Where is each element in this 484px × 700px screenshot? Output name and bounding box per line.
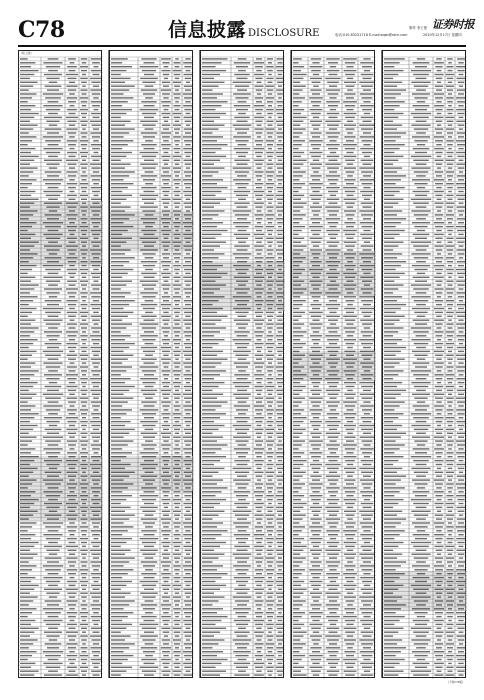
editor-credit: 制作 李王曼: [409, 26, 428, 30]
table-grid-3: [201, 51, 285, 679]
table-grid-1: [19, 51, 103, 679]
contact-info: 电话:010-83251716 E-mail:zqsb@stcn.com: [335, 33, 408, 37]
section-title-en: DISCLOSURE: [248, 28, 320, 39]
section-title: [168, 18, 319, 46]
column-intro-note: (续上版): [21, 51, 32, 55]
continued-note: (下转C79版): [448, 681, 463, 684]
section-title-cn: 信息披露: [168, 19, 247, 41]
table-grid-4: [292, 51, 376, 679]
table-grid-2: [110, 51, 194, 679]
page-number: C78: [18, 17, 65, 43]
disclosure-table-2: [109, 50, 193, 678]
masthead-rule: [18, 45, 466, 47]
column-1: [18, 50, 102, 678]
publication-date: 2020年12月17日 星期四: [423, 33, 462, 37]
table-grid-5: [383, 51, 467, 679]
newspaper-logo: 证券时报: [432, 18, 474, 31]
column-3: [200, 50, 284, 678]
disclosure-body: [18, 50, 466, 684]
column-5: [382, 50, 466, 684]
column-2: [109, 50, 193, 678]
disclosure-table-4: [291, 50, 375, 678]
disclosure-table-1: [18, 50, 102, 678]
disclosure-table-5: [382, 50, 466, 684]
disclosure-table-3: [200, 50, 284, 678]
column-4: [291, 50, 375, 678]
